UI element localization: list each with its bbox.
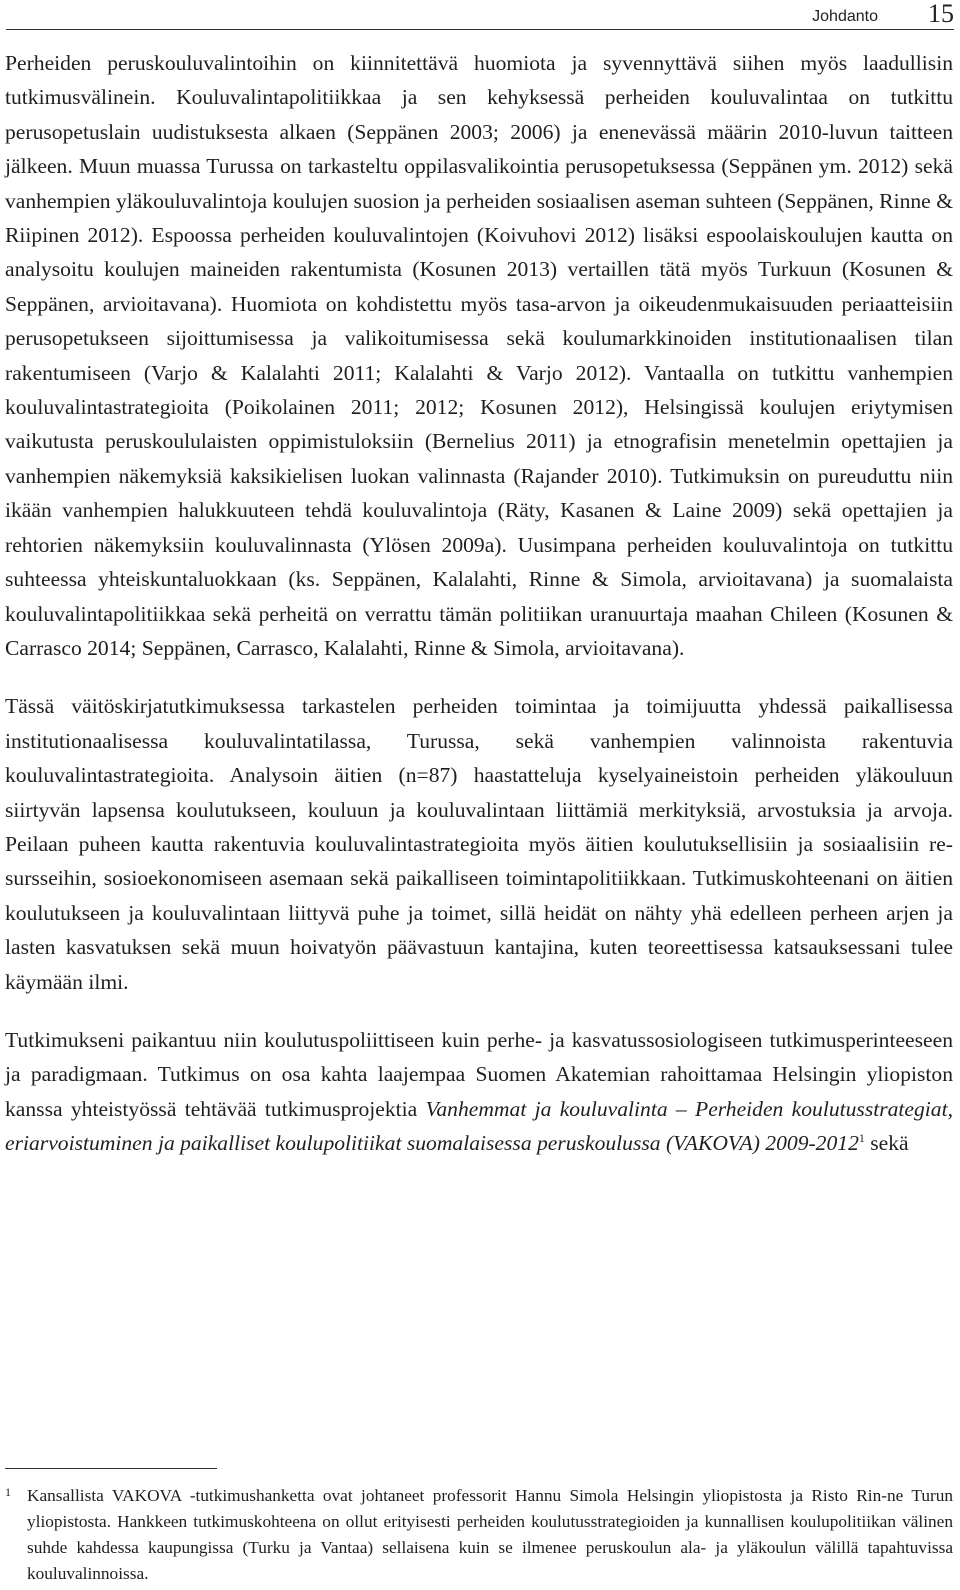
footnote-rule [5, 1468, 217, 1469]
footnote-text: Kansallista VAKOVA -tutkimushanketta ovat johtaneet professorit Hannu Simola Helsingin yliopistosta ja Risto Rin-ne Turun yliopistosta. Hankkeen tutkimuskohteena on ollut erityisesti perheiden koulutusstrategioiden ja kunnallisen koulupolitiikan välinen suhde kahdessa kaupungissa (Turku ja Vantaa) sellaisena kuin se ilmenee peruskoulun ala- ja yläkoulun välillä tapahtuvissa kouluvalinnoissa. [27, 1486, 953, 1583]
project-title: Vanhemmat ja kouluvalinta – Perheiden koulutusstrategiat, eriarvoistuminen ja paikalliset koulupolitiikat suomalaisessa peruskoulussa (VAKOVA) 2009-2012 [5, 1096, 953, 1156]
footnote-marker: 1 [5, 1485, 11, 1499]
footnote-1 [5, 1483, 953, 1587]
footnote-reference[interactable]: 1 [858, 1131, 865, 1145]
paragraph-3-tail: sekä [864, 1131, 909, 1156]
header-section-title: Johdanto [812, 8, 878, 25]
body-text [5, 46, 953, 1161]
paragraph-3 [5, 1023, 953, 1161]
paragraph-3-lead: Tutkimukseni paikantuu niin koulutuspoliittiseen kuin perhe- ja kasvatussosiologiseen tutkimusperinteeseen ja paradigmaan. Tutkimus on osa kahta laajempaa Suomen Akatemian rahoittamaa Helsingin yliopiston kanssa yhteistyössä tehtävää tutkimusprojektia [5, 1027, 953, 1121]
header-rule [6, 29, 954, 30]
footnotes [5, 1468, 953, 1587]
paragraph-1: Perheiden peruskouluvalintoihin on kiinnitettävä huomiota ja syvennyttävä siihen myös laadullisin tutkimusvälinein. Kouluvalintapolitiikkaa ja sen kehyksessä perheiden kouluvalintaa on tutkittu perusopetuslain uudistuksesta alkaen (Seppänen 2003; 2006) ja enenevässä määrin 2010-luvun taitteen jälkeen. Muun muassa Turussa on tarkasteltu oppilasvalikointia perusopetuksessa (Seppänen ym. 2012) sekä vanhempien yläkouluvalintoja koulujen suosion ja perheiden sosiaalisen aseman suhteen (Seppänen, Rinne & Riipinen 2012). Espoossa perheiden kouluvalintojen (Koivuhovi 2012) lisäksi espoolaiskoulujen kautta on analysoitu koulujen maineiden rakentumista (Kosunen 2013) vertaillen tätä myös Turkuun (Kosunen & Seppänen, arvioitavana). Huomiota on kohdistettu myös tasa-arvon ja oikeudenmukaisuuden periaatteisiin perusopetukseen sijoittumisessa ja valikoitumisessa sekä koulumarkkinoiden institutionaalisen tilan rakentumiseen (Varjo & Kalalahti 2011; Kalalahti & Varjo 2012). Vantaalla on tutkittu vanhempien kouluvalintastrategioita (Poikolainen 2011; 2012; Kosunen 2012), Helsingissä koulujen eriytymisen vaikutusta peruskoululaisten oppimistuloksiin (Bernelius 2011) ja etnografisin menetelmin opettajien ja vanhempien näkemyksiä kaksikielisen luokan valinnasta (Rajander 2010). Tutkimuksin on pureuduttu niin ikään vanhempien halukkuuteen tehdä kouluvalintoja (Räty, Kasanen & Laine 2009) sekä opettajien ja rehtorien näkemyksiin kouluvalinnasta (Ylösen 2009a). Uusimpana perheiden kouluvalintoja on tutkittu suhteessa yhteiskuntaluokkaan (ks. Seppänen, Kalalahti, Rinne & Simola, arvioitavana) ja suomalaista kouluvalintapolitiikkaa sekä perheitä on verrattu tämän politiikan uranuurtaja maahan Chileen (Kosunen & Carrasco 2014; Seppänen, Carrasco, Kalalahti, Rinne & Simola, arvioitavana). [5, 51, 953, 660]
paragraph-2: Tässä väitöskirjatutkimuksessa tarkastelen perheiden toimintaa ja toimijuutta yhdessä paikallisessa institutionaalisessa kouluvalintatilassa, Turussa, sekä vanhempien valinnoista rakentuvia kouluvalintastrategioita. Analysoin äitien (n=87) haastatteluja kyselyaineistoin perheiden yläkouluun siirtyvän lapsensa koulutukseen, kouluun ja kouluvalintaan liittämiä merkityksiä, arvostuksia ja arvoja. Peilaan puheen kautta rakentuvia kouluvalintastrategioita myös äitien koulutuksellisiin ja sosiaalisiin resursseihin, sosioekonomiseen asemaan sekä paikalliseen toimintapolitiikkaan. Tutkimuskohteenani on äitien koulutukseen ja kouluvalintaan liittyvä puhe ja toimet, sillä heidät on nähty yhä edelleen perheen arjen ja lasten kasvatuksen sekä muun hoivatyön päävastuun kantajina, kuten teoreettisessa katsauksessani tulee käymään ilmi. [5, 694, 953, 994]
page-number: 15 [928, 0, 954, 28]
running-header [0, 0, 960, 30]
